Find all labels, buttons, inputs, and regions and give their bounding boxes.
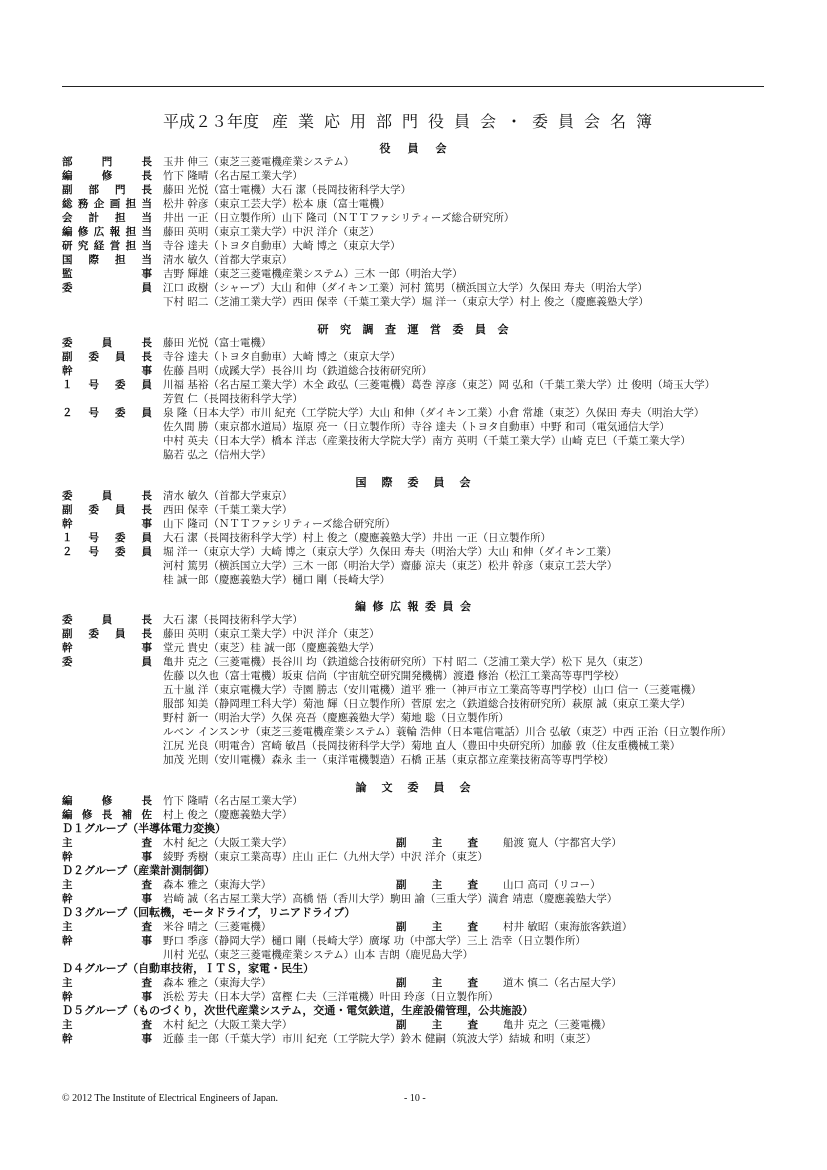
member-list: 河村 篤男（横浜国立大学）三木 一郎（明治大学）齋藤 涼夫（東芝）松井 幹彦（東京工芸大学） xyxy=(163,559,618,572)
member-list: 藤田 光悦（富士電機）大石 潔（長岡技術科学大学） xyxy=(163,183,412,196)
member-list: 清水 敏久（首都大学東京） xyxy=(163,253,293,266)
member-list: 川福 基裕（名古屋工業大学）木全 政弘（三菱電機）葛巻 淳彦（東芝）岡 弘和（千葉工業大学）辻 俊明（埼玉大学） xyxy=(163,378,716,391)
role-label: 部門長 xyxy=(62,155,152,168)
section-paper-committee xyxy=(62,781,764,1046)
member-row xyxy=(62,267,764,281)
section-research-committee xyxy=(62,323,764,462)
secretary-list: 野口 季彦（静岡大学）樋口 剛（長崎大学）廣塚 功（中部大学）三上 浩幸（日立製作所） xyxy=(163,934,586,947)
chief-row xyxy=(62,1018,764,1032)
member-list: 寺谷 達夫（トヨタ自動車）大崎 博之（東京大学） xyxy=(163,239,401,252)
role-label: 副委員長 xyxy=(62,350,152,363)
member-list: 亀井 克之（三菱電機）長谷川 均（鉄道総合技術研究所）下村 昭二（芝浦工業大学）松下 晃久（東芝） xyxy=(163,655,649,668)
role-label: １号委員 xyxy=(62,378,152,391)
secretary-label: 幹事 xyxy=(62,850,152,863)
member-row-continued xyxy=(62,697,764,711)
footer-copyright: © 2012 The Institute of Electrical Engineers of Japan. xyxy=(62,1093,278,1104)
role-label: 委員 xyxy=(62,281,152,294)
member-row-continued xyxy=(62,683,764,697)
chief-label: 主査 xyxy=(62,878,152,891)
secretary-label: 幹事 xyxy=(62,1032,152,1045)
group-heading: Ｄ２グループ（産業計測制御） xyxy=(62,863,216,877)
member-row xyxy=(62,406,764,420)
member-row xyxy=(62,613,764,627)
role-label: 研究経営担当 xyxy=(62,239,152,252)
role-label: 編修長 xyxy=(62,169,152,182)
member-row-continued xyxy=(62,669,764,683)
member-row-continued xyxy=(62,295,764,309)
vice-chief-label: 副主査 xyxy=(396,920,478,933)
member-list: 山下 隆司（ＮＴＴファシリティーズ総合研究所） xyxy=(163,517,396,530)
section-heading: 編修広報委員会 xyxy=(355,599,478,613)
member-list: 吉野 輝雄（東芝三菱電機産業システム）三木 一郎（明治大学） xyxy=(163,267,463,280)
member-row xyxy=(62,489,764,503)
member-list: 竹下 隆晴（名古屋工業大学） xyxy=(163,169,303,182)
group-heading: Ｄ３グループ（回転機，モータドライブ，リニアドライブ） xyxy=(62,905,356,919)
member-row xyxy=(62,336,764,350)
role-label-blank xyxy=(62,434,152,448)
secretary-list: 川村 光弘（東芝三菱電機産業システム）山本 吉朗（鹿児島大学） xyxy=(163,948,474,961)
section-heading: 論文委員会 xyxy=(355,780,486,794)
member-row xyxy=(62,531,764,545)
section-board xyxy=(62,142,764,309)
member-list: 井出 一正（日立製作所）山下 隆司（ＮＴＴファシリティーズ総合研究所） xyxy=(163,211,515,224)
role-label: 国際担当 xyxy=(62,253,152,266)
role-label: ２号委員 xyxy=(62,406,152,419)
secretary-label: 幹事 xyxy=(62,892,152,905)
vice-chief-label: 副主査 xyxy=(396,878,478,891)
vice-chief-name: 船渡 寛人（宇都宮大学） xyxy=(503,836,622,849)
page-number: - 10 - xyxy=(404,1093,426,1104)
vice-chief-name: 村井 敏昭（東海旅客鉄道） xyxy=(503,920,633,933)
member-row-continued xyxy=(62,559,764,573)
role-label-blank xyxy=(62,420,152,434)
member-row xyxy=(62,627,764,641)
member-list: 江口 政樹（シャープ）大山 和伸（ダイキン工業）河村 篤男（横浜国立大学）久保田 寿夫（明治大学） xyxy=(163,281,648,294)
role-label-blank xyxy=(62,559,152,573)
member-list: 寺谷 達夫（トヨタ自動車）大崎 博之（東京大学） xyxy=(163,350,401,363)
section-heading: 国際委員会 xyxy=(355,475,486,489)
vice-chief-name: 亀井 克之（三菱電機） xyxy=(503,1018,612,1031)
member-row-continued xyxy=(62,753,764,767)
role-label: 委員長 xyxy=(62,336,152,349)
member-list: 藤田 英明（東京工業大学）中沢 洋介（東芝） xyxy=(163,627,380,640)
member-list: 堀 洋一（東京大学）大崎 博之（東京大学）久保田 寿夫（明治大学）大山 和伸（ダイキン工業） xyxy=(163,545,618,558)
secretary-label: 幹事 xyxy=(62,990,152,1003)
member-list: 泉 隆（日本大学）市川 紀充（工学院大学）大山 和伸（ダイキン工業）小倉 常雄（東芝）久保田 寿夫（明治大学） xyxy=(163,406,705,419)
role-label: 会計担当 xyxy=(62,211,152,224)
member-list: 中村 英夫（日本大学）橋本 洋志（産業技術大学院大学）南方 英明（千葉工業大学）山崎 克巳（千葉工業大学） xyxy=(163,434,691,447)
member-row xyxy=(62,808,764,822)
member-list: 村上 俊之（慶應義塾大学） xyxy=(163,808,293,821)
role-label: 編修長補佐 xyxy=(62,808,152,821)
role-label-blank xyxy=(62,573,152,587)
member-row xyxy=(62,155,764,169)
member-list: 加茂 光則（安川電機）森永 圭一（東洋電機製造）石橋 正基（東京都立産業技術高等専門学校） xyxy=(163,753,615,766)
member-row xyxy=(62,545,764,559)
secretary-list: 近藤 圭一郎（千葉大学）市川 紀充（工学院大学）鈴木 健嗣（筑波大学）結城 和明（東芝） xyxy=(163,1032,597,1045)
member-list: 佐藤 昌明（成蹊大学）長谷川 均（鉄道総合技術研究所） xyxy=(163,364,433,377)
role-label: 編修広報担当 xyxy=(62,225,152,238)
chief-name: 木村 紀之（大阪工業大学） xyxy=(163,836,293,849)
chief-row xyxy=(62,878,764,892)
chief-label: 主査 xyxy=(62,836,152,849)
member-list: 玉井 伸三（東芝三菱電機産業システム） xyxy=(163,155,355,168)
section-international-committee xyxy=(62,476,764,587)
member-list: 桂 誠一郎（慶應義塾大学）樋口 剛（長崎大学） xyxy=(163,573,391,586)
role-label: 委員長 xyxy=(62,489,152,502)
role-label: ２号委員 xyxy=(62,545,152,558)
member-list: 芳賀 仁（長岡技術科学大学） xyxy=(163,392,303,405)
role-label: 幹事 xyxy=(62,641,152,654)
secretary-list: 綾野 秀樹（東京工業高専）庄山 正仁（九州大学）中沢 洋介（東芝） xyxy=(163,850,489,863)
chief-row xyxy=(62,920,764,934)
member-row xyxy=(62,281,764,295)
section-heading: 役員会 xyxy=(379,141,464,155)
chief-label: 主査 xyxy=(62,976,152,989)
member-list: 竹下 隆晴（名古屋工業大学） xyxy=(163,794,303,807)
title-main: 産業応用部門役員会・委員会名簿 xyxy=(272,112,663,131)
secretary-row xyxy=(62,1032,764,1046)
member-list: 江尻 光良（明電舎）宮崎 敏昌（長岡技術科学大学）菊地 直人（豊田中央研究所）加藤 敦（住友重機械工業） xyxy=(163,739,681,752)
role-label: 委員 xyxy=(62,655,152,668)
role-label: 副部門長 xyxy=(62,183,152,196)
member-row xyxy=(62,641,764,655)
member-row xyxy=(62,503,764,517)
role-label: 監事 xyxy=(62,267,152,280)
member-list: 藤田 英明（東京工業大学）中沢 洋介（東芝） xyxy=(163,225,380,238)
member-list: 佐久間 勝（東京都水道局）塩原 亮一（日立製作所）寺谷 達夫（トヨタ自動車）中野 和司（電気通信大学） xyxy=(163,420,670,433)
member-list: 藤田 光悦（富士電機） xyxy=(163,336,272,349)
role-label-blank xyxy=(62,711,152,725)
member-row xyxy=(62,197,764,211)
member-row-continued xyxy=(62,739,764,753)
secretary-row xyxy=(62,934,764,948)
vice-chief-label: 副主査 xyxy=(396,1018,478,1031)
role-label-blank xyxy=(62,948,152,962)
chief-row xyxy=(62,976,764,990)
role-label-blank xyxy=(62,683,152,697)
role-label: １号委員 xyxy=(62,531,152,544)
role-label-blank xyxy=(62,448,152,462)
section-heading: 研究調査運営委員会 xyxy=(317,322,520,336)
member-row-continued xyxy=(62,711,764,725)
vice-chief-label: 副主査 xyxy=(396,976,478,989)
role-label: 副委員長 xyxy=(62,503,152,516)
member-row xyxy=(62,364,764,378)
secretary-row-continued xyxy=(62,948,764,962)
chief-row xyxy=(62,836,764,850)
member-list: 脇若 弘之（信州大学） xyxy=(163,448,272,461)
member-row xyxy=(62,655,764,669)
group-heading: Ｄ１グループ（半導体電力変換） xyxy=(62,821,227,835)
role-label-blank xyxy=(62,392,152,406)
page-title xyxy=(163,113,662,131)
member-row xyxy=(62,253,764,267)
member-row xyxy=(62,169,764,183)
secretary-row xyxy=(62,892,764,906)
role-label: 幹事 xyxy=(62,364,152,377)
member-row xyxy=(62,517,764,531)
role-label-blank xyxy=(62,697,152,711)
member-list: 佐藤 以久也（富士電機）坂東 信尚（宇宙航空研究開発機構）渡邉 修治（松江工業高等専門学校） xyxy=(163,669,625,682)
member-list: 大石 潔（長岡技術科学大学）村上 俊之（慶應義塾大学）井出 一正（日立製作所） xyxy=(163,531,552,544)
secretary-list: 岩崎 誠（名古屋工業大学）高橋 悟（香川大学）駒田 諭（三重大学）満倉 靖恵（慶應義塾大学） xyxy=(163,892,618,905)
member-row-continued xyxy=(62,434,764,448)
secretary-list: 浜松 芳夫（日本大学）富樫 仁夫（三洋電機）叶田 玲彦（日立製作所） xyxy=(163,990,499,1003)
member-list: 野村 新一（明治大学）久保 亮吾（慶應義塾大学）菊地 聡（日立製作所） xyxy=(163,711,510,724)
secretary-label: 幹事 xyxy=(62,934,152,947)
member-list: 西田 保幸（千葉工業大学） xyxy=(163,503,293,516)
title-year: 平成２３年度 xyxy=(163,112,260,131)
top-rule xyxy=(62,86,764,87)
member-list: 下村 昭二（芝浦工業大学）西田 保幸（千葉工業大学）堀 洋一（東京大学）村上 俊之（慶應義塾大学） xyxy=(163,295,649,308)
member-row-continued xyxy=(62,573,764,587)
secretary-row xyxy=(62,850,764,864)
member-row-continued xyxy=(62,725,764,739)
role-label-blank xyxy=(62,725,152,739)
group-heading: Ｄ４グループ（自動車技術，ＩＴＳ，家電・民生） xyxy=(62,961,315,975)
chief-name: 森本 雅之（東海大学） xyxy=(163,878,272,891)
role-label: 委員長 xyxy=(62,613,152,626)
member-list: 堂元 貴史（東芝）桂 誠一郎（慶應義塾大学） xyxy=(163,641,380,654)
member-row xyxy=(62,183,764,197)
member-row-continued xyxy=(62,420,764,434)
role-label: 副委員長 xyxy=(62,627,152,640)
role-label-blank xyxy=(62,753,152,767)
member-row xyxy=(62,225,764,239)
member-row xyxy=(62,350,764,364)
member-row xyxy=(62,794,764,808)
secretary-row xyxy=(62,990,764,1004)
role-label-blank xyxy=(62,739,152,753)
chief-name: 米谷 晴之（三菱電機） xyxy=(163,920,272,933)
chief-label: 主査 xyxy=(62,1018,152,1031)
member-list: 松井 幹彦（東京工芸大学）松本 康（富士電機） xyxy=(163,197,391,210)
section-editorial-committee xyxy=(62,600,764,767)
vice-chief-name: 道木 慎二（名古屋大学） xyxy=(503,976,622,989)
member-list: 服部 知美（静岡理工科大学）菊池 輝（日立製作所）菅原 宏之（鉄道総合技術研究所）萩原 誠（東京工業大学） xyxy=(163,697,691,710)
member-list: ルベン インスンサ（東芝三菱電機産業システム）蓑輪 浩伸（日本電信電話）川合 弘敏（東芝）中西 正治（日立製作所） xyxy=(163,725,732,738)
vice-chief-name: 山口 高司（リコー） xyxy=(503,878,601,891)
member-row-continued xyxy=(62,392,764,406)
role-label-blank xyxy=(62,669,152,683)
member-row xyxy=(62,239,764,253)
member-list: 清水 敏久（首都大学東京） xyxy=(163,489,293,502)
member-list: 大石 潔（長岡技術科学大学） xyxy=(163,613,303,626)
member-row-continued xyxy=(62,448,764,462)
role-label: 幹事 xyxy=(62,517,152,530)
member-row xyxy=(62,211,764,225)
role-label: 編修長 xyxy=(62,794,152,807)
member-row xyxy=(62,378,764,392)
group-heading: Ｄ５グループ（ものづくり，次世代産業システム，交通・電気鉄道，生産設備管理，公共施設） xyxy=(62,1003,534,1017)
chief-label: 主査 xyxy=(62,920,152,933)
role-label: 総務企画担当 xyxy=(62,197,152,210)
member-list: 五十嵐 洋（東京電機大学）寺園 勝志（安川電機）道平 雅一（神戸市立工業高等専門学校）山口 信一（三菱電機） xyxy=(163,683,702,696)
vice-chief-label: 副主査 xyxy=(396,836,478,849)
chief-name: 森本 雅之（東海大学） xyxy=(163,976,272,989)
role-label-blank xyxy=(62,295,152,309)
chief-name: 木村 紀之（大阪工業大学） xyxy=(163,1018,293,1031)
